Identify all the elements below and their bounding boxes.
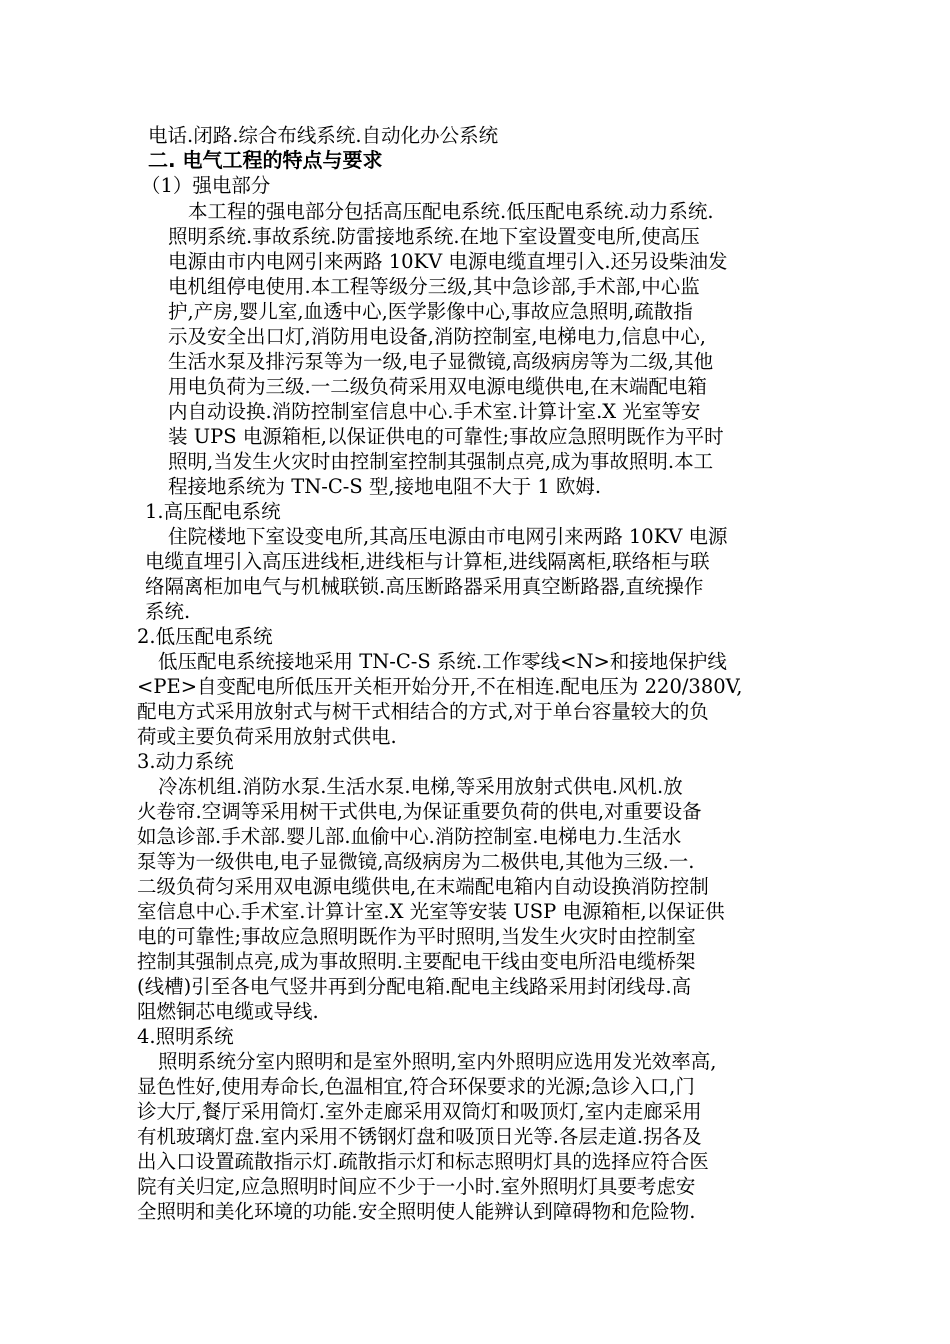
section-heading: 二. 电气工程的特点与要求 — [148, 148, 383, 172]
paragraph-line: 电源由市内电网引来两路 10KV 电源电缆直埋引入.还另设柴油发 — [168, 250, 728, 273]
paragraph-line: 荷或主要负荷采用放射式供电. — [137, 725, 397, 748]
paragraph-line: 控制其强制点亮,成为事故照明.主要配电干线由变电所沿电缆桥架 — [137, 950, 696, 973]
heading-low-voltage: 2.低压配电系统 — [137, 625, 273, 648]
paragraph-line: 本工程的强电部分包括高压配电系统.低压配电系统.动力系统. — [188, 200, 714, 223]
paragraph-line: <PE>自变配电所低压开关柜开始分开,不在相连.配电压为 220/380V, — [137, 675, 743, 698]
paragraph-line: 照明系统分室内照明和是室外照明,室内外照明应选用发光效率高, — [158, 1050, 717, 1073]
paragraph-line: 低压配电系统接地采用 TN-C-S 系统.工作零线<N>和接地保护线 — [158, 650, 727, 673]
subsection-heading-strong-power: （1）强电部分 — [141, 174, 271, 197]
paragraph-line: 程接地系统为 TN-C-S 型,接地电阻不大于 1 欧姆. — [168, 475, 602, 498]
paragraph-line: 如急诊部.手术部.婴儿部.血偷中心.消防控制室.电梯电力.生活水 — [137, 825, 682, 848]
paragraph-line: 显色性好,使用寿命长,色温相宜,符合环保要求的光源;急诊入口,门 — [137, 1075, 695, 1098]
heading-lighting-system: 4.照明系统 — [137, 1025, 234, 1048]
paragraph-line: 示及安全出口灯,消防用电设备,消防控制室,电梯电力,信息中心, — [168, 325, 706, 348]
paragraph-line: 生活水泵及排污泵等为一级,电子显微镜,高级病房等为二级,其他 — [168, 350, 714, 373]
heading-high-voltage: 1.高压配电系统 — [145, 500, 281, 523]
paragraph-line: (线槽)引至各电气竖井再到分配电箱.配电主线路采用封闭线母.高 — [137, 975, 692, 998]
intro-line: 电话.闭路.综合布线系统.自动化办公系统 — [148, 124, 499, 147]
paragraph-line: 火卷帘.空调等采用树干式供电,为保证重要负荷的供电,对重要设备 — [137, 800, 702, 823]
paragraph-line: 出入口设置疏散指示灯.疏散指示灯和标志照明灯具的选择应符合医 — [137, 1150, 709, 1173]
paragraph-line: 电机组停电使用.本工程等级分三级,其中急诊部,手术部,中心监 — [168, 275, 700, 298]
paragraph-line: 泵等为一级供电,电子显微镜,高级病房为二极供电,其他为三级.一. — [137, 850, 695, 873]
paragraph-line: 配电方式采用放射式与树干式相结合的方式,对于单台容量较大的负 — [137, 700, 709, 723]
paragraph-line: 阻燃铜芯电缆或导线. — [137, 1000, 319, 1023]
paragraph-line: 护,产房,婴儿室,血透中心,医学影像中心,事故应急照明,疏散指 — [168, 300, 693, 323]
paragraph-line: 络隔离柜加电气与机械联锁.高压断路器采用真空断路器,直统操作 — [145, 575, 704, 598]
paragraph-line: 照明,当发生火灾时由控制室控制其强制点亮,成为事故照明.本工 — [168, 450, 714, 473]
paragraph-line: 内自动设换.消防控制室信息中心.手术室.计算计室.X 光室等安 — [168, 400, 701, 423]
paragraph-line: 装 UPS 电源箱柜,以保证供电的可靠性;事故应急照明既作为平时 — [168, 425, 724, 448]
paragraph-line: 有机玻璃灯盘.室内采用不锈钢灯盘和吸顶日光等.各层走道.拐各及 — [137, 1125, 702, 1148]
paragraph-line: 全照明和美化环境的功能.安全照明使人能辨认到障碍物和危险物. — [137, 1200, 696, 1223]
paragraph-line: 用电负荷为三级.一二级负荷采用双电源电缆供电,在末端配电箱 — [168, 375, 707, 398]
paragraph-line: 院有关归定,应急照明时间应不少于一小时.室外照明灯具要考虑安 — [137, 1175, 696, 1198]
paragraph-line: 电的可靠性;事故应急照明既作为平时照明,当发生火灾时由控制室 — [137, 925, 696, 948]
paragraph-line: 二级负荷匀采用双电源电缆供电,在末端配电箱内自动设换消防控制 — [137, 875, 709, 898]
paragraph-line: 照明系统.事故系统.防雷接地系统.在地下室设置变电所,使高压 — [168, 225, 700, 248]
paragraph-line: 电缆直埋引入高压进线柜,进线柜与计算柜,进线隔离柜,联络柜与联 — [145, 550, 710, 573]
paragraph-line: 室信息中心.手术室.计算计室.X 光室等安装 USP 电源箱柜,以保证供 — [137, 900, 725, 923]
heading-power-system: 3.动力系统 — [137, 750, 234, 773]
paragraph-line: 冷冻机组.消防水泵.生活水泵.电梯,等采用放射式供电.风机.放 — [158, 775, 683, 798]
paragraph-line: 系统. — [145, 600, 191, 623]
paragraph-line: 诊大厅,餐厅采用筒灯.室外走廊采用双筒灯和吸顶灯,室内走廊采用 — [137, 1100, 702, 1123]
paragraph-line: 住院楼地下室设变电所,其高压电源由市电网引来两路 10KV 电源 — [168, 525, 728, 548]
